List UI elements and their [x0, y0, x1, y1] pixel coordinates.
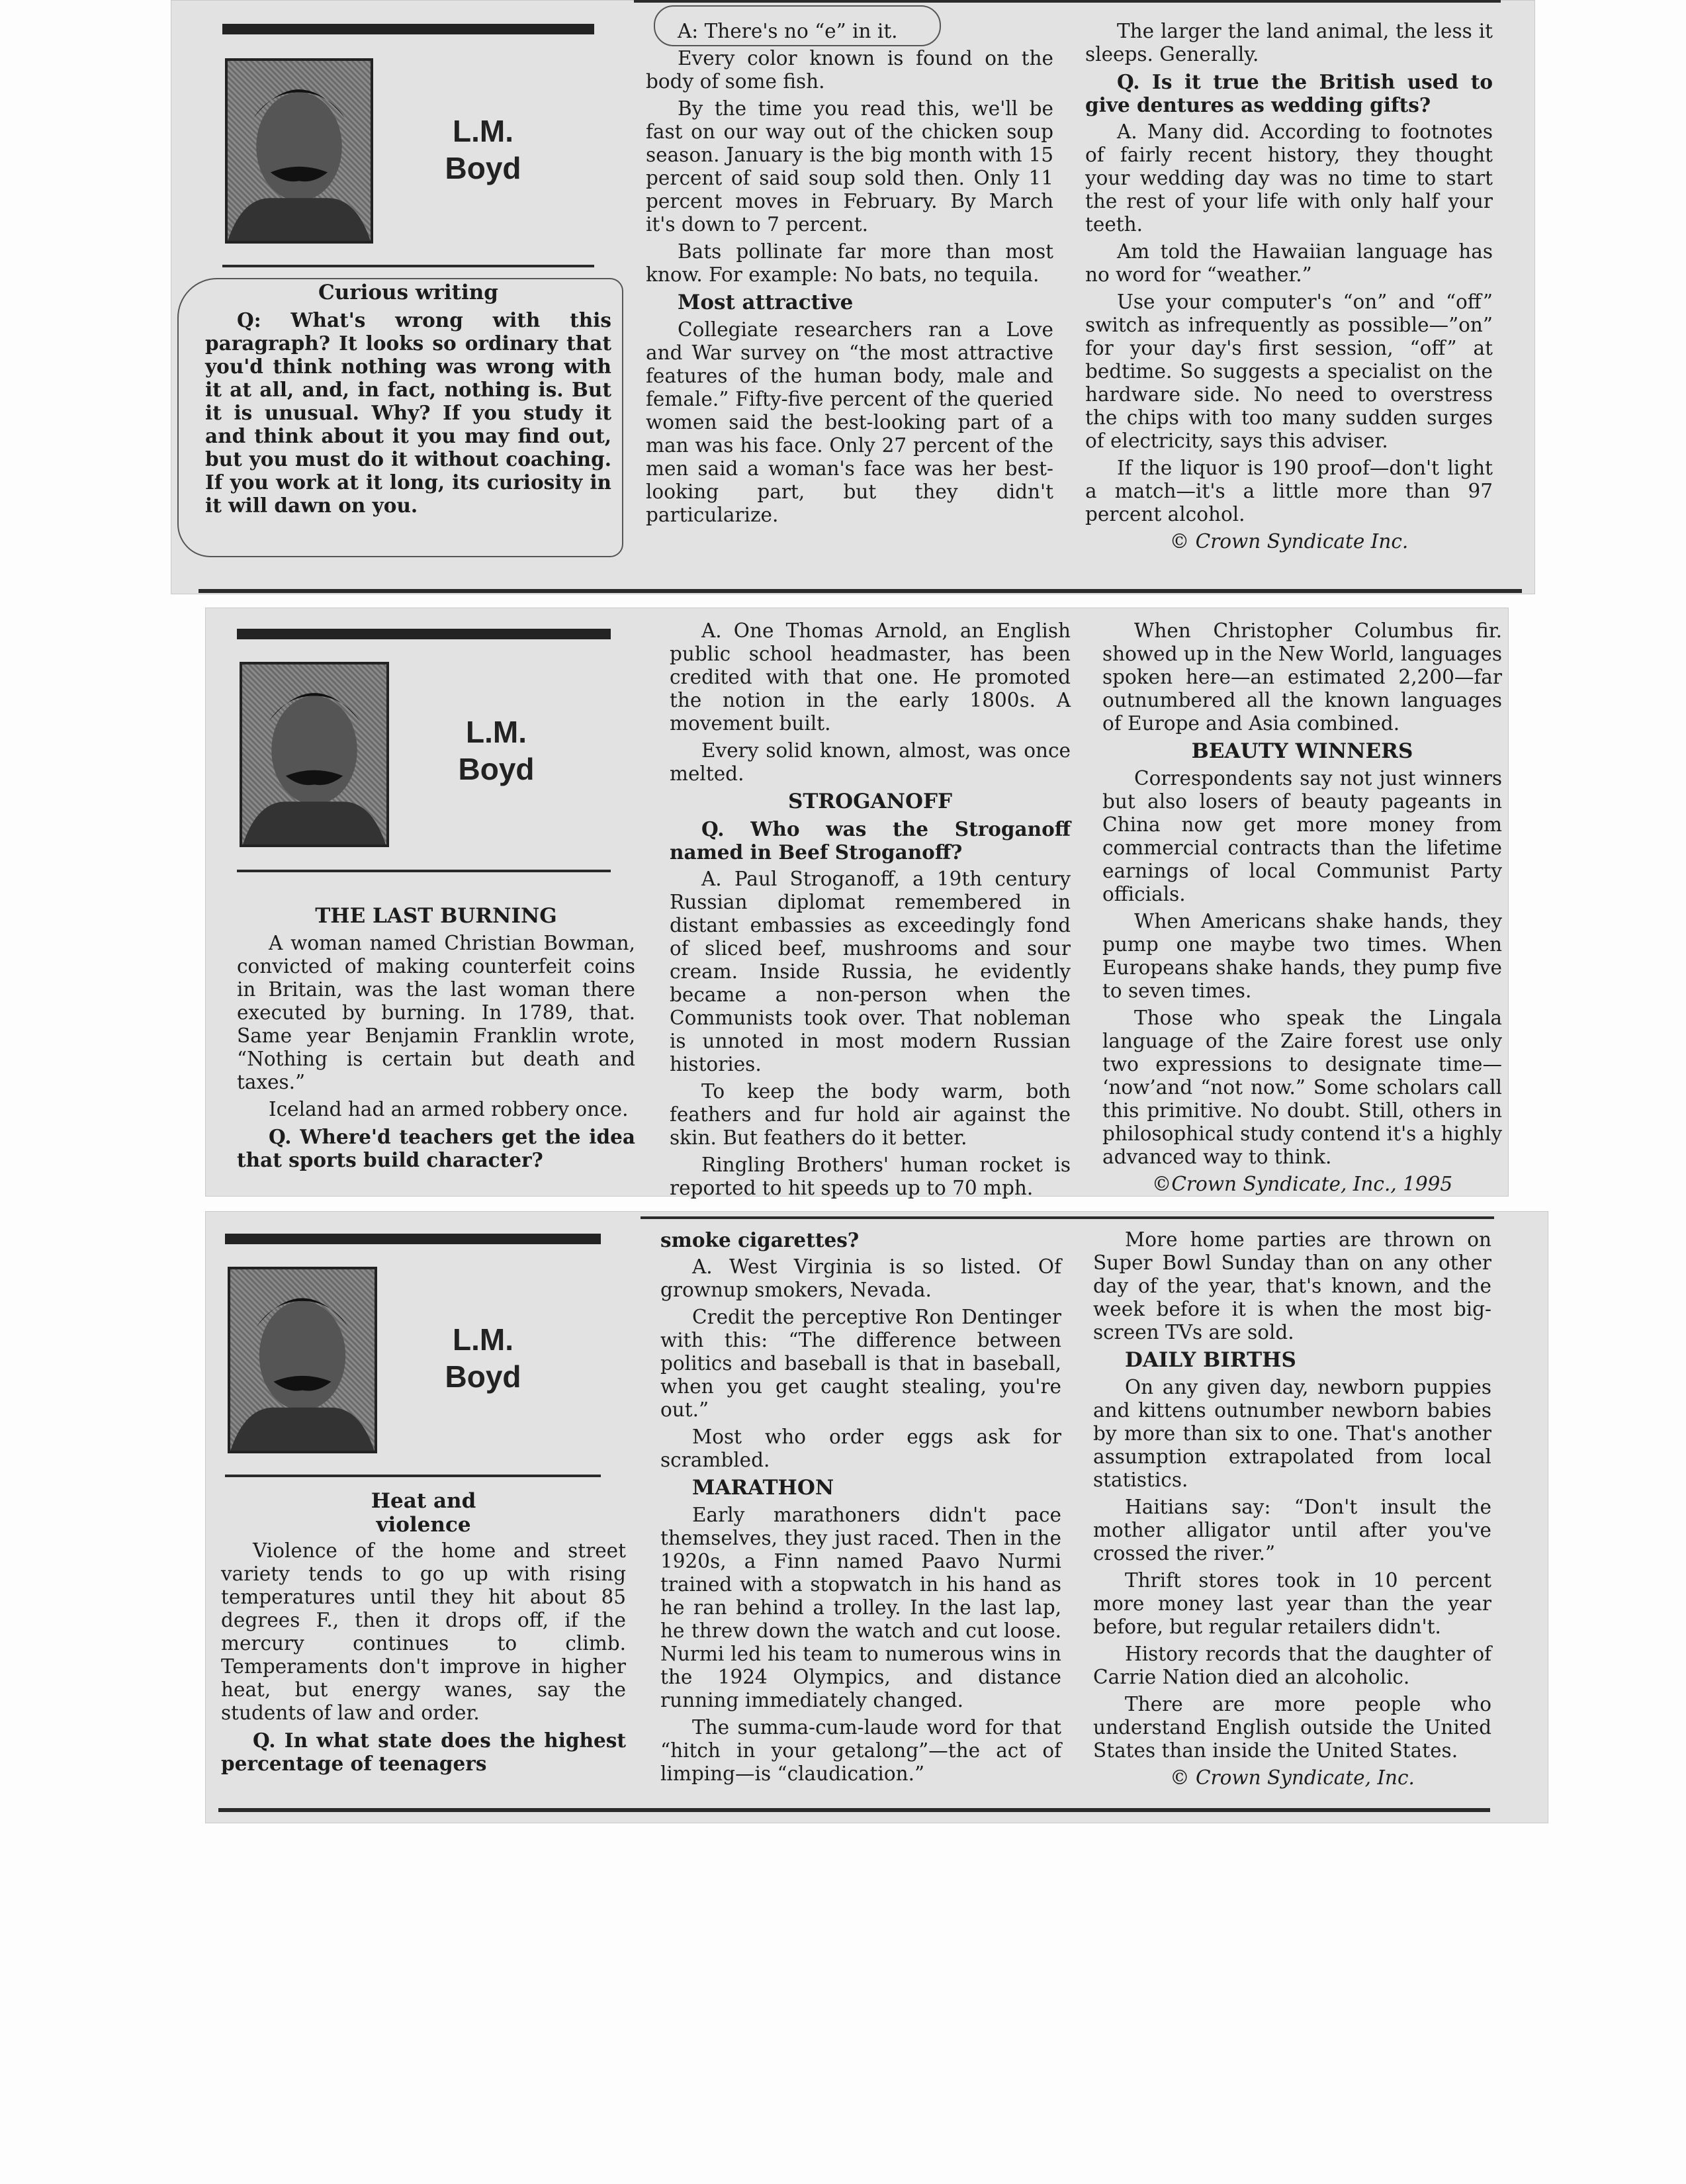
column-rule: [225, 1475, 601, 1477]
author-portrait-icon: [242, 664, 386, 844]
paragraph: More home parties are thrown on Super Bowl Sunday than on any other day of the year, that's known, and the week before it is when the most big-screen TVs are sold.: [1093, 1228, 1491, 1343]
paragraph: By the time you read this, we'll be fast on our way out of the chicken soup season. January is the big month with 15 percent of said soup sold then. Only 11 percent moves in February. By March it's down to 7 percent.: [646, 97, 1053, 236]
question: Q. In what state does the highest percentage of teenagers: [221, 1729, 626, 1775]
column-1: [205, 281, 611, 521]
byline-initials: L.M.: [453, 1322, 513, 1357]
column-3: [1093, 1228, 1491, 1794]
paragraph: There are more people who understand English outside the United States than inside the United States.: [1093, 1693, 1491, 1762]
paragraph: When Christopher Columbus fir. showed up in the New World, languages spoken here—an estimated 2,200—far outnumbered all the known languages of Europe and Asia combined.: [1102, 619, 1502, 735]
paragraph: Am told the Hawaiian language has no word for “weather.”: [1085, 240, 1493, 286]
column-rule-top: [225, 1234, 601, 1244]
paragraph: Credit the perceptive Ron Dentinger with this: “The difference between politics and baseball is that in baseball, when you get caught stealing, you're out.”: [660, 1306, 1061, 1421]
section-heading: DAILY BIRTHS: [1125, 1348, 1296, 1372]
copyright-credit: © Crown Syndicate, Inc.: [1170, 1766, 1415, 1789]
column-2: [670, 619, 1071, 1204]
question: Q: What's wrong with this paragraph? It looks so ordinary that you'd think nothing was wrong with it at all, and, in fact, nothing is. But it is unusual. Why? If you study it and think about it you may find out, but you must do it without coaching. If you work at it long, its curiosity in it will dawn on you.: [205, 308, 611, 517]
copyright-credit: ©Crown Syndicate, Inc., 1995: [1151, 1173, 1453, 1195]
paragraph: A. Many did. According to footnotes of fairly recent history, they thought your wedding day was no time to start the rest of your life with only half your teeth.: [1085, 120, 1493, 236]
paragraph: A. Paul Stroganoff, a 19th century Russian diplomat remembered in distant embassies as exceedingly fond of sliced beef, mushrooms and sour cream. Inside Russia, he evidently became a non-person when the Communists took over. That nobleman is unnoted in most modern Russian histories.: [670, 868, 1071, 1075]
paragraph: Early marathoners didn't pace themselves, they just raced. Then in the 1920s, a Finn named Paavo Nurmi trained with a stopwatch in his hand as he ran behind a trolley. In the last lap, he threw down the watch and cut loose. Nurmi led his team to numerous wins in the 1924 Olympics, and distance running immediately changed.: [660, 1504, 1061, 1711]
bottom-border: [199, 589, 1522, 593]
section-heading: STROGANOFF: [787, 790, 953, 813]
author-portrait-icon: [228, 61, 371, 241]
column-3: [1085, 20, 1493, 557]
top-border: [641, 1216, 1494, 1219]
answer: A: There's no “e” in it.: [678, 20, 898, 42]
section-heading: MARATHON: [692, 1476, 834, 1500]
paragraph: Violence of the home and street variety tends to go up with rising temperatures until they hit about 85 degrees F., then it drops off, if the mercury continues to climb. Temperaments don't improve in higher heat, but energy wanes, say the students of law and order.: [221, 1539, 626, 1724]
question: Q. Where'd teachers get the idea that sports build character?: [237, 1125, 635, 1171]
column-rule: [222, 265, 594, 267]
byline-surname: Boyd: [458, 752, 535, 786]
author-portrait-icon: [230, 1269, 375, 1451]
section-heading: BEAUTY WINNERS: [1191, 739, 1413, 763]
question-continued: smoke cigarettes?: [660, 1228, 860, 1251]
column-1: [221, 1489, 626, 1779]
section-heading: THE LAST BURNING: [315, 904, 557, 928]
paragraph: Use your computer's “on” and “off” switch as infrequently as possible—”on” for your day's first session, “off” at bedtime. So suggests a specialist on the hardware side. No need to overstress the chips with too many sudden surges of electricity, says this adviser.: [1085, 291, 1493, 452]
column-2: [660, 1228, 1061, 1790]
column-rule: [237, 870, 611, 872]
top-border: [634, 0, 1501, 3]
author-photo: [225, 58, 373, 244]
paragraph: The summa-cum-laude word for that “hitch in your getalong”—the act of limping—is “claudication.”: [660, 1716, 1061, 1785]
paragraph: Ringling Brothers' human rocket is reported to hit speeds up to 70 mph.: [670, 1154, 1071, 1199]
column-3: [1102, 619, 1502, 1200]
answer: A. One Thomas Arnold, an English public school headmaster, has been credited with that one. He promoted the notion in the early 1800s. A movement built.: [670, 619, 1071, 735]
byline: [397, 1321, 569, 1395]
paragraph: Bats pollinate far more than most know. For example: No bats, no tequila.: [646, 240, 1053, 286]
paragraph: Every solid known, almost, was once melted.: [670, 739, 1071, 785]
section-heading: Most attractive: [678, 291, 854, 314]
byline: [397, 113, 569, 187]
question: Q. Is it true the British used to give dentures as wedding gifts?: [1085, 70, 1493, 116]
question: Q. Who was the Stroganoff named in Beef Stroganoff?: [670, 817, 1071, 864]
paragraph: History records that the daughter of Carrie Nation died an alcoholic.: [1093, 1643, 1491, 1688]
paragraph: Haitians say: “Don't insult the mother alligator until after you've crossed the river.”: [1093, 1496, 1491, 1565]
paragraph: Iceland had an armed robbery once.: [269, 1098, 629, 1120]
column-2: [646, 20, 1053, 531]
section-heading: Heat and violence: [371, 1489, 476, 1537]
paragraph: Thrift stores took in 10 percent more money last year than the year before, but regular retailers didn't.: [1093, 1569, 1491, 1638]
paragraph: To keep the body warm, both feathers and fur hold air against the skin. But feathers do it better.: [670, 1080, 1071, 1149]
byline: [410, 713, 582, 788]
paragraph: Most who order eggs ask for scrambled.: [660, 1426, 1061, 1471]
author-photo: [240, 662, 389, 847]
section-heading: Curious writing: [318, 281, 498, 304]
paragraph: If the liquor is 190 proof—don't light a match—it's a little more than 97 percent alcohol.: [1085, 457, 1493, 525]
paragraph: A woman named Christian Bowman, convicted of making counterfeit coins in Britain, was the last woman there executed by burning. In 1789, that. Same year Benjamin Franklin wrote, “Nothing is certain but death and taxes.”: [237, 932, 635, 1093]
paragraph: Correspondents say not just winners but also losers of beauty pageants in China now get more money from commercial contracts than the lifetime earnings of local Communist Party officials.: [1102, 767, 1502, 905]
byline-surname: Boyd: [445, 151, 521, 185]
copyright-credit: © Crown Syndicate Inc.: [1169, 530, 1409, 553]
paragraph: On any given day, newborn puppies and kittens outnumber newborn babies by more than six to one. That's another assumption extrapolated from local statistics.: [1093, 1376, 1491, 1491]
answer: A. West Virginia is so listed. Of grownup smokers, Nevada.: [660, 1255, 1061, 1301]
paragraph: When Americans shake hands, they pump one maybe two times. When Europeans shake hands, they pump five to seven times.: [1102, 910, 1502, 1002]
byline-surname: Boyd: [445, 1359, 521, 1394]
column-1: [237, 901, 635, 1175]
bottom-border: [218, 1808, 1490, 1812]
column-rule-top: [222, 24, 594, 34]
paragraph: Those who speak the Lingala language of the Zaire forest use only two expressions to designate time— ‘now’and “not now.” Some scholars call this primitive. No doubt. Still, others in philosophical study contend it's a highly advanced way to think.: [1102, 1007, 1502, 1168]
byline-initials: L.M.: [466, 715, 527, 749]
paragraph: Every color known is found on the body of some fish.: [646, 47, 1053, 93]
column-rule-top: [237, 629, 611, 639]
author-photo: [228, 1267, 377, 1453]
byline-initials: L.M.: [453, 114, 513, 148]
paragraph: The larger the land animal, the less it sleeps. Generally.: [1085, 20, 1493, 66]
paragraph: Collegiate researchers ran a Love and War survey on “the most attractive features of the human body, male and female.” Fifty-five percent of the queried women said the best-looking part of a man was his face. Only 27 percent of the men said a woman's face was her best-looking part, but they didn't particularize.: [646, 318, 1053, 526]
